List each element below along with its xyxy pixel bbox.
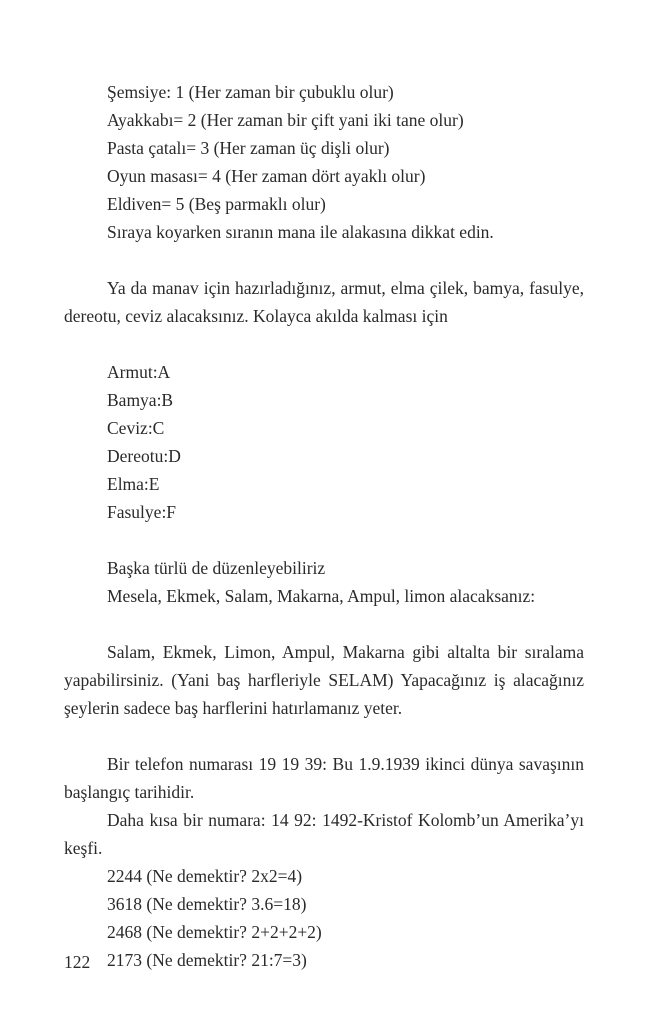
list-item: Dereotu:D	[107, 446, 181, 466]
list-item: 2173 (Ne demektir? 21:7=3)	[107, 950, 307, 970]
alphabet-list	[64, 358, 584, 526]
list-item: Pasta çatalı= 3 (Her zaman üç dişli olur)	[107, 138, 390, 158]
page-body	[64, 78, 584, 974]
paragraph-phone: Bir telefon numarası 19 19 39: Bu 1.9.1939 ikinci dünya savaşının başlangıç tarihidir.	[64, 754, 584, 802]
spacer	[64, 610, 584, 638]
list-item: 2468 (Ne demektir? 2+2+2+2)	[107, 922, 322, 942]
alt-line-2: Mesela, Ekmek, Salam, Makarna, Ampul, limon alacaksanız:	[107, 586, 536, 606]
page-number: 122	[64, 952, 91, 972]
paragraph-manav: Ya da manav için hazırladığınız, armut, elma çilek, bamya, fasulye, dereotu, ceviz alacaksınız. Kolayca akılda kalması için	[64, 278, 584, 326]
number-list	[64, 862, 584, 974]
list-item: Fasulye:F	[107, 502, 177, 522]
alt-line-1: Başka türlü de düzenleyebiliriz	[107, 558, 326, 578]
spacer	[64, 526, 584, 554]
list-item: 3618 (Ne demektir? 3.6=18)	[107, 894, 307, 914]
list-item: 2244 (Ne demektir? 2x2=4)	[107, 866, 303, 886]
list-item: Ayakkabı= 2 (Her zaman bir çift yani iki tane olur)	[107, 110, 464, 130]
list-item: Oyun masası= 4 (Her zaman dört ayaklı olur)	[107, 166, 426, 186]
list-item: Bamya:B	[107, 390, 174, 410]
paragraph-selam: Salam, Ekmek, Limon, Ampul, Makarna gibi altalta bir sıralama yapabilirsiniz. (Yani baş harfleriyle SELAM) Yapacağınız iş alacağınız şeylerin sadece baş harflerini hatırlamanız yeter.	[64, 642, 584, 718]
list-item: Eldiven= 5 (Beş parmaklı olur)	[107, 194, 326, 214]
list-item: Şemsiye: 1 (Her zaman bir çubuklu olur)	[107, 82, 394, 102]
list-item: Armut:A	[107, 362, 171, 382]
spacer	[64, 246, 584, 274]
spacer	[64, 722, 584, 750]
list-item: Elma:E	[107, 474, 160, 494]
object-number-list	[64, 78, 584, 246]
spacer	[64, 330, 584, 358]
list-item: Sıraya koyarken sıranın mana ile alakasına dikkat edin.	[107, 222, 494, 242]
paragraph-short-number: Daha kısa bir numara: 14 92: 1492-Kristof Kolomb’un Amerika’yı keşfi.	[64, 810, 584, 858]
list-item: Ceviz:C	[107, 418, 165, 438]
